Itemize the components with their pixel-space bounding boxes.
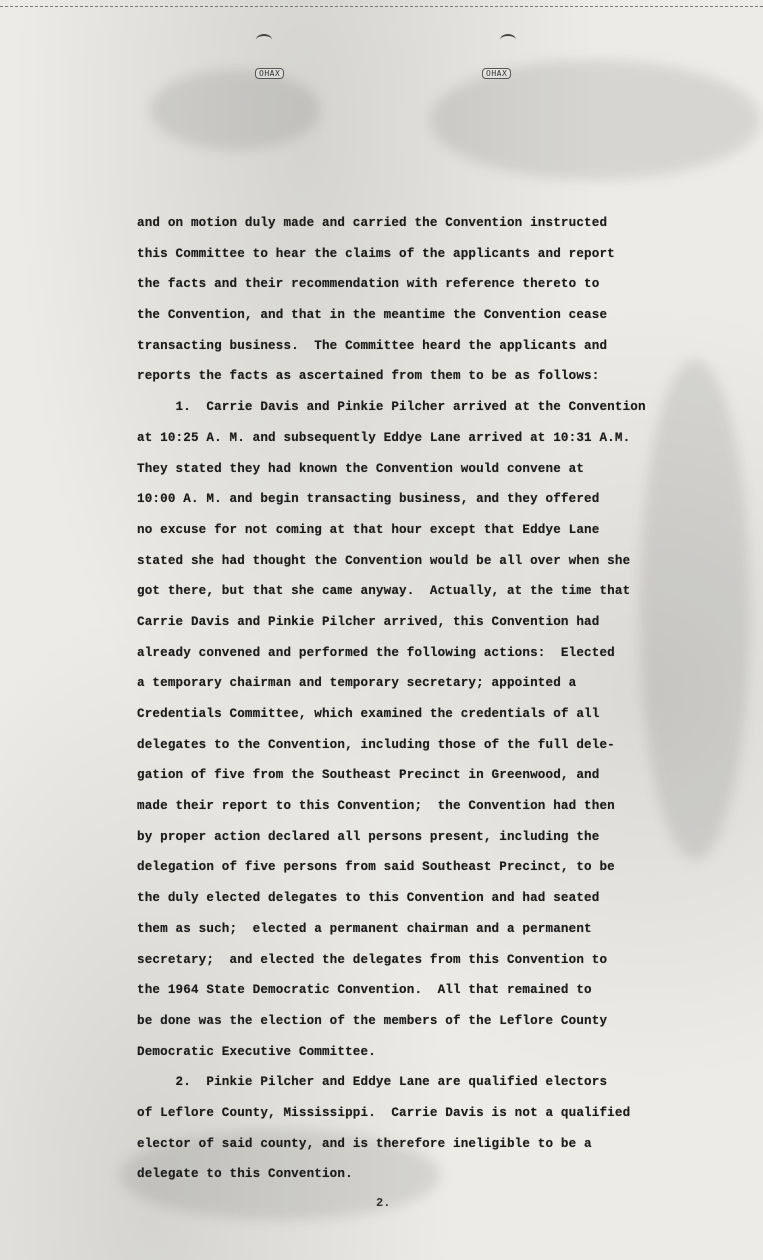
text-line: the duly elected delegates to this Convention and had seated bbox=[137, 891, 600, 906]
text-line: They stated they had known the Convention would convene at bbox=[137, 461, 585, 476]
text-line: made their report to this Convention; the Convention had then bbox=[137, 799, 615, 814]
text-line: at 10:25 A. M. and subsequently Eddye Lane arrived at 10:31 A.M. bbox=[137, 430, 631, 445]
text-line: a temporary chairman and temporary secretary; appointed a bbox=[137, 676, 577, 691]
text-line: be done was the election of the members of the Leflore County bbox=[137, 1013, 608, 1028]
text-line: the Convention, and that in the meantime the Convention cease bbox=[137, 308, 608, 323]
archive-stamp-right: OHAX bbox=[482, 68, 511, 79]
text-line: gation of five from the Southeast Precinct in Greenwood, and bbox=[137, 768, 600, 783]
text-line: them as such; elected a permanent chairman and a permanent bbox=[137, 921, 592, 936]
text-line: Credentials Committee, which examined the credentials of all bbox=[137, 707, 600, 721]
top-perforation-line bbox=[0, 6, 763, 7]
text-line: of Leflore County, Mississippi. Carrie Davis is not a qualified bbox=[137, 1105, 631, 1120]
text-line: and on motion duly made and carried the Convention instructed bbox=[137, 216, 608, 230]
archive-stamp-left: OHAX bbox=[255, 68, 284, 79]
text-line: got there, but that she came anyway. Actually, at the time that bbox=[137, 584, 631, 599]
text-line: this Committee to hear the claims of the applicants and report bbox=[137, 246, 615, 261]
text-line: elector of said county, and is therefore ineligible to be a bbox=[137, 1136, 592, 1151]
text-line: by proper action declared all persons present, including the bbox=[137, 829, 600, 844]
text-line: reports the facts as ascertained from them to be as follows: bbox=[137, 369, 600, 384]
page-number: 2. bbox=[376, 1196, 391, 1210]
text-line: 10:00 A. M. and begin transacting business, and they offered bbox=[137, 492, 600, 507]
text-line: Democratic Executive Committee. bbox=[137, 1044, 376, 1059]
text-line: stated she had thought the Convention would be all over when she bbox=[137, 553, 631, 568]
text-line: delegates to the Convention, including those of the full dele- bbox=[137, 737, 615, 752]
text-line: already convened and performed the following actions: Elected bbox=[137, 645, 615, 660]
scan-smudge bbox=[430, 60, 760, 180]
binder-mark-right bbox=[500, 34, 516, 46]
text-line: 1. Carrie Davis and Pinkie Pilcher arrived at the Convention bbox=[137, 400, 646, 415]
scan-smudge bbox=[150, 70, 320, 150]
text-line: the facts and their recommendation with reference thereto to bbox=[137, 277, 600, 292]
text-line: Carrie Davis and Pinkie Pilcher arrived, this Convention had bbox=[137, 614, 600, 629]
binder-mark-left bbox=[256, 34, 272, 46]
text-line: delegate to this Convention. bbox=[137, 1167, 353, 1182]
text-line: 2. Pinkie Pilcher and Eddye Lane are qualified electors bbox=[137, 1075, 608, 1090]
text-line: transacting business. The Committee heard the applicants and bbox=[137, 338, 608, 353]
text-line: delegation of five persons from said Southeast Precinct, to be bbox=[137, 860, 615, 875]
text-line: the 1964 State Democratic Convention. All that remained to bbox=[137, 983, 592, 998]
text-line: no excuse for not coming at that hour except that Eddye Lane bbox=[137, 522, 600, 537]
text-line: secretary; and elected the delegates from this Convention to bbox=[137, 952, 608, 967]
document-body bbox=[137, 208, 697, 1190]
